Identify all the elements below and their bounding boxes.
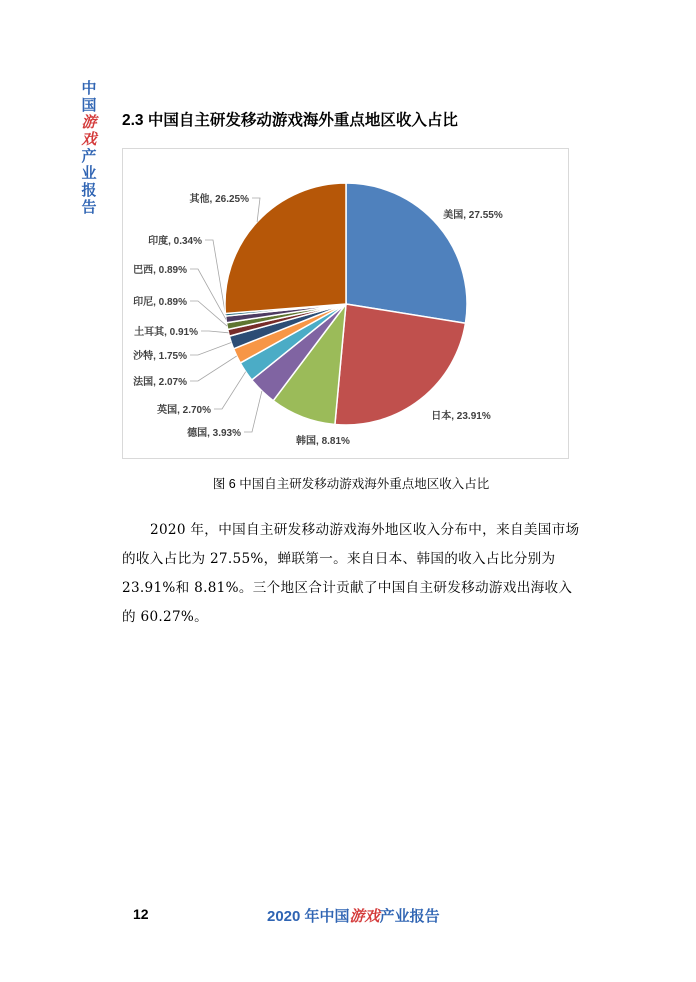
side-banner-char: 告	[81, 198, 97, 216]
slice-label: 法国, 2.07%	[133, 377, 187, 388]
body-paragraph: 2020 年，中国自主研发移动游戏海外地区收入分布中，来自美国市场的收入占比为 27.55%，蝉联第一。来自日本、韩国的收入占比分别为 23.91%和 8.81%。三个地区合计贡献了中国自主研发移动游戏出海收入的 60.27%。	[122, 522, 580, 625]
side-banner-char: 戏	[81, 130, 97, 148]
side-banner	[80, 80, 98, 216]
side-banner-char: 报	[81, 181, 97, 199]
slice-label: 巴西, 0.89%	[133, 265, 187, 276]
slice-label: 土耳其, 0.91%	[134, 327, 198, 338]
slice-label: 美国, 27.55%	[443, 210, 503, 221]
slice-label: 印度, 0.34%	[148, 236, 202, 247]
leader-line	[244, 391, 262, 432]
pie-chart	[123, 149, 570, 460]
leader-line	[201, 331, 229, 333]
side-banner-char: 国	[81, 96, 97, 114]
footer-title-highlight: 游戏	[349, 907, 380, 925]
section-title: 2.3 中国自主研发移动游戏海外重点地区收入占比	[122, 112, 458, 129]
footer-title-prefix: 2020 年中国	[267, 908, 350, 925]
slice-label: 英国, 2.70%	[157, 405, 211, 416]
side-banner-char: 业	[81, 164, 97, 182]
slice-label: 韩国, 8.81%	[296, 436, 350, 447]
leader-line	[214, 372, 246, 409]
footer-title-suffix: 产业报告	[379, 908, 440, 925]
page-number: 12	[133, 906, 149, 922]
slice-label: 印尼, 0.89%	[133, 297, 187, 308]
slice-label: 其他, 26.25%	[189, 194, 249, 205]
side-banner-char: 中	[81, 79, 97, 97]
slice-label: 德国, 3.93%	[187, 428, 241, 439]
leader-line	[190, 356, 237, 381]
footer-title	[267, 905, 440, 926]
side-banner-char: 产	[81, 147, 97, 165]
pie-chart-frame	[122, 148, 569, 459]
leader-line	[205, 240, 226, 315]
slice-label: 沙特, 1.75%	[133, 351, 187, 362]
leader-line	[190, 301, 227, 326]
figure-caption: 图 6 中国自主研发移动游戏海外重点地区收入占比	[212, 477, 490, 491]
leader-line	[190, 343, 231, 356]
leader-line	[190, 269, 226, 319]
pie-slice-日本	[335, 304, 466, 425]
slice-label: 日本, 23.91%	[431, 411, 491, 422]
leader-line	[252, 198, 260, 222]
pie-slice-美国	[346, 183, 467, 323]
side-banner-char: 游	[81, 113, 97, 131]
